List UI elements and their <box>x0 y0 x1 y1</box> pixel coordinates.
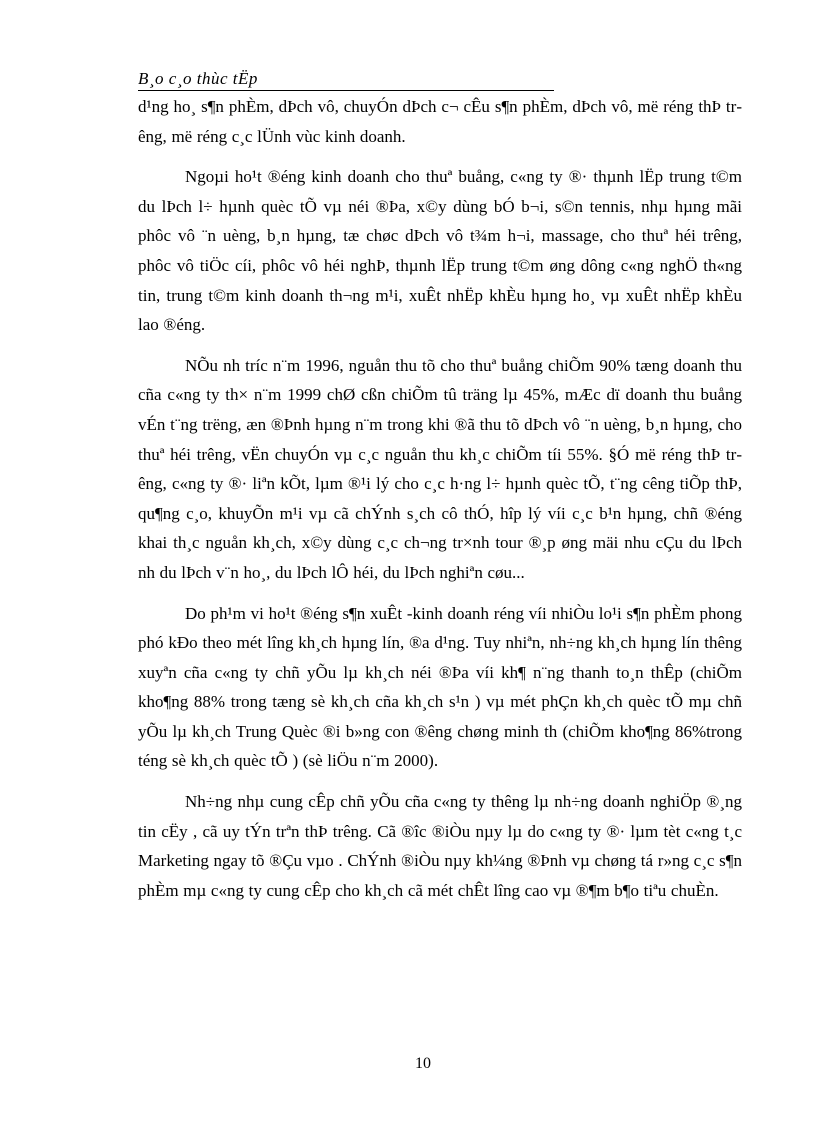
paragraph-business-activities: Ngoµi ho¹t ®éng kinh doanh cho thuª buång, c«ng ty ®· thµnh lËp trung t©m du lÞch l÷ hµnh quèc tÕ vµ néi ®Þa, x©y dùng bÓ b¬i, s©n tennis, nhµ hµng mãi phôc vô ¨n uèng, b¸n hµng, tæ chøc dÞch vô t¾m h¬i, massage, cho thuª héi trêng, phôc vô tiÖc cíi, phôc vô héi nghÞ, thµnh lËp trung t©m øng dông c«ng nghÖ th«ng tin, trung t©m kinh doanh th¬ng m¹i, xuÊt nhËp khÈu hµng ho¸ vµ xuÊt nhËp khÈu lao ®éng. <box>138 167 742 335</box>
page-number: 10 <box>415 1055 431 1072</box>
paragraph-customers: Do ph¹m vi ho¹t ®éng s¶n xuÊt -kinh doanh réng víi nhiÒu lo¹i s¶n phÈm phong phó kÐo theo mét lîng kh¸ch hµng lín, ®a d¹ng. Tuy nhiªn, nh÷ng kh¸ch hµng lín thêng xuyªn cña c«ng ty chñ yÕu lµ kh¸ch néi ®Þa víi kh¶ n¨ng thanh to¸n thÊp (chiÕm kho¶ng 88% trong tæng sè kh¸ch cña kh¸ch s¹n ) vµ mét phÇn kh¸ch quèc tÕ mµ chñ yÕu lµ kh¸ch Trung Quèc ®i b»ng con ®êng chøng minh th (chiÕm kho¶ng 86%trong téng sè kh¸ch quèc tÕ ) (sè liÖu n¨m 2000). <box>138 603 742 771</box>
document-body <box>138 92 742 916</box>
paragraph-revenue: NÕu nh tríc n¨m 1996, nguån thu tõ cho thuª buång chiÕm 90% tæng doanh thu cña c«ng ty th× n¨m 1999 chØ cßn chiÕm tû träng lµ 45%, mÆc dï doanh thu buång vÉn t¨ng trëng, æn ®Þnh hµng n¨m trong khi ®ã thu tõ dÞch vô ¨n uèng, b¸n hµng, cho thuª héi trêng, vËn chuyÓn vµ c¸c nguån thu kh¸c chiÕm tíi 55%. §Ó më réng thÞ trêng, c«ng ty ®· liªn kÕt, lµm ®¹i lý cho c¸c h·ng l÷ hµnh quèc tÕ, t¨ng cêng tiÕp thÞ, qu¶ng c¸o, khuyÕn m¹i vµ cã chÝnh s¸ch cô thÓ, hîp lý víi c¸c b¹n hµng, chñ ®éng khai th¸c nguån kh¸ch, x©y dùng c¸c ch¬ng tr×nh tour ®¸p øng mäi nhu cÇu du lÞch nh du lÞch v¨n ho¸, du lÞch lÔ héi, du lÞch nghiªn cøu... <box>138 355 742 582</box>
running-header: B¸o c¸o thùc tËp <box>138 70 554 91</box>
paragraph-suppliers: Nh÷ng nhµ cung cÊp chñ yÕu cña c«ng ty thêng lµ nh÷ng doanh nghiÖp ®¸ng tin cËy , cã uy tÝn trªn thÞ trêng. Cã ®îc ®iÒu nµy lµ do c«ng ty ®· lµm tèt c«ng t¸c Marketing ngay tõ ®Çu vµo . ChÝnh ®iÒu nµy kh¼ng ®Þnh vµ chøng tá r»ng c¸c s¶n phÈm mµ c«ng ty cung cÊp cho kh¸ch cã mét chÊt lîng cao vµ ®¶m b¶o tiªu chuÈn. <box>138 792 742 900</box>
paragraph-continuation: d¹ng ho¸ s¶n phÈm, dÞch vô, chuyÓn dÞch c¬ cÊu s¶n phÈm, dÞch vô, më réng thÞ trêng, më réng c¸c lÜnh vùc kinh doanh. <box>138 97 742 146</box>
